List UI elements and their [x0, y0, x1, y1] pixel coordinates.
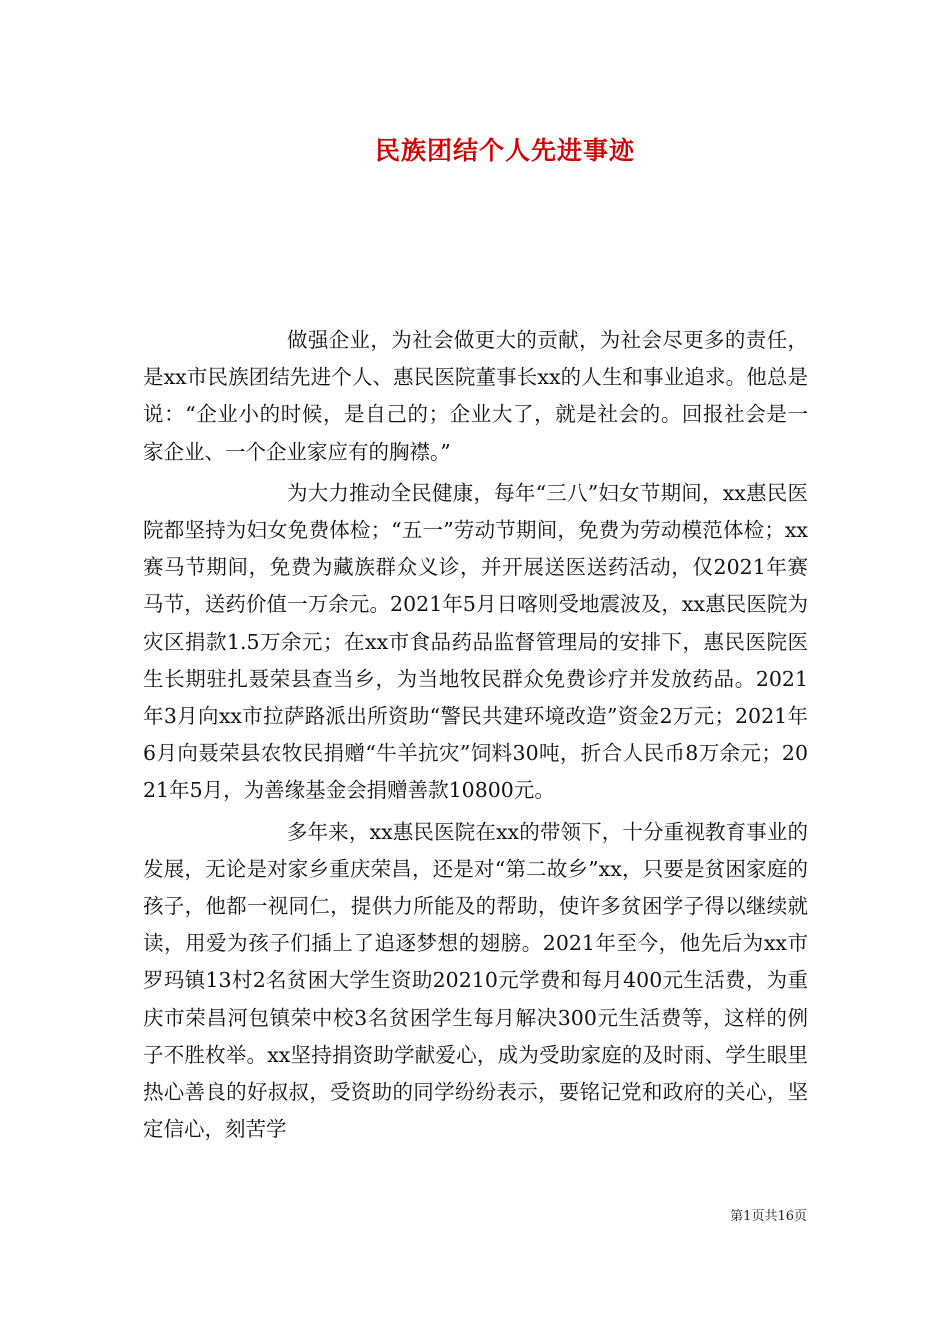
paragraph-3: 多年来，xx惠民医院在xx的带领下，十分重视教育事业的发展，无论是对家乡重庆荣昌，还是对“第二故乡”xx，只要是贫困家庭的孩子，他都一视同仁，提供力所能及的帮助，使许多贫困学子得以继续就读，用爱为孩子们插上了追逐梦想的翅膀。2021年至今，他先后为xx市罗玛镇13村2名贫困大学生资助20210元学费和每月400元生活费，为重庆市荣昌河包镇荣中校3名贫困学生每月解决300元生活费等，这样的例子不胜枚举。xx坚持捐资助学献爱心，成为受助家庭的及时雨、学生眼里热心善良的好叔叔，受资助的同学纷纷表示，要铭记党和政府的关心，坚定信心，刻苦学 — [143, 819, 808, 1142]
document-title: 民族团结个人先进事迹 — [374, 136, 635, 165]
page-number-footer: 第1页共16页 — [730, 1209, 807, 1224]
paragraph-2: 为大力推动全民健康，每年“三八”妇女节期间，xx惠民医院都坚持为妇女免费体检；“五一”劳动节期间，免费为劳动模范体检；xx赛马节期间，免费为藏族群众义诊，并开展送医送药活动，仅2021年赛马节，送药价值一万余元。2021年5月日喀则受地震波及，xx惠民医院为灾区捐款1.5万余元；在xx市食品药品监督管理局的安排下，惠民医院医生长期驻扎聂荣县查当乡，为当地牧民群众免费诊疗并发放药品。2021年3月向xx市拉萨路派出所资助“警民共建环境改造”资金2万元；2021年6月向聂荣县农牧民捐赠“牛羊抗灾”饲料30吨，折合人民币8万余元；2021年5月，为善缘基金会捐赠善款10800元。 — [143, 480, 808, 803]
paragraph-1: 做强企业，为社会做更大的贡献，为社会尽更多的责任，是xx市民族团结先进个人、惠民医院董事长xx的人生和事业追求。他总是说：“企业小的时候，是自己的；企业大了，就是社会的。回报社会是一家企业、一个企业家应有的胸襟。” — [143, 328, 808, 464]
document-body — [143, 322, 808, 1148]
